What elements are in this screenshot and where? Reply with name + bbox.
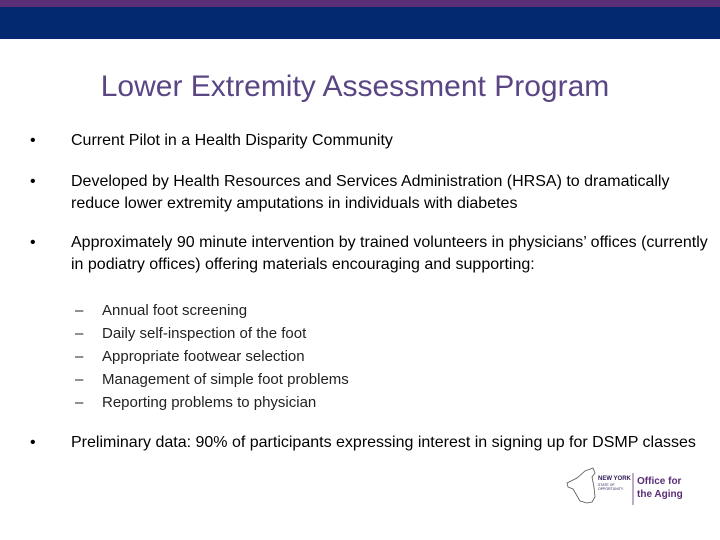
sub-bullet-text: Daily self-inspection of the foot [102, 325, 307, 342]
logo-line3: OPPORTUNITY. [598, 487, 624, 491]
sub-bullet-text: Annual foot screening [102, 302, 248, 319]
ny-state-outline-icon [567, 468, 595, 503]
dash: – [75, 325, 84, 342]
bullet-dot: • [30, 132, 36, 149]
header-band-purple [0, 0, 720, 7]
logo-line1: NEW YORK [598, 476, 631, 482]
bullet-text: Approximately 90 minute intervention by trained volunteers in physicians’ offices (currently in podiatry offices) offering materials encouraging and supporting: [71, 234, 708, 273]
sub-bullet-text: Appropriate footwear selection [102, 348, 305, 365]
dash: – [75, 348, 84, 365]
sub-bullet-text: Management of simple foot problems [102, 371, 349, 388]
logo-office2: the Aging [637, 489, 683, 500]
nys-office-for-aging-logo [565, 465, 695, 510]
bullet-dot: • [30, 234, 36, 251]
sub-bullet-text: Reporting problems to physician [102, 394, 317, 411]
logo-office1: Office for [637, 476, 682, 487]
dash: – [75, 371, 84, 388]
slide-title: Lower Extremity Assessment Program [100, 70, 610, 103]
header-band-navy [0, 7, 720, 39]
bullet-text: Developed by Health Resources and Services Administration (HRSA) to dramatically reduce lower extremity amputations in individuals with diabetes [71, 173, 670, 212]
dash: – [75, 302, 84, 319]
bullet-dot: • [30, 434, 36, 451]
logo-line2: STATE OF [598, 483, 615, 487]
bullet-dot: • [30, 173, 36, 190]
bullet-text: Current Pilot in a Health Disparity Community [71, 132, 393, 149]
bullet-text: Preliminary data: 90% of participants expressing interest in signing up for DSMP classes [71, 434, 696, 451]
dash: – [75, 394, 84, 411]
